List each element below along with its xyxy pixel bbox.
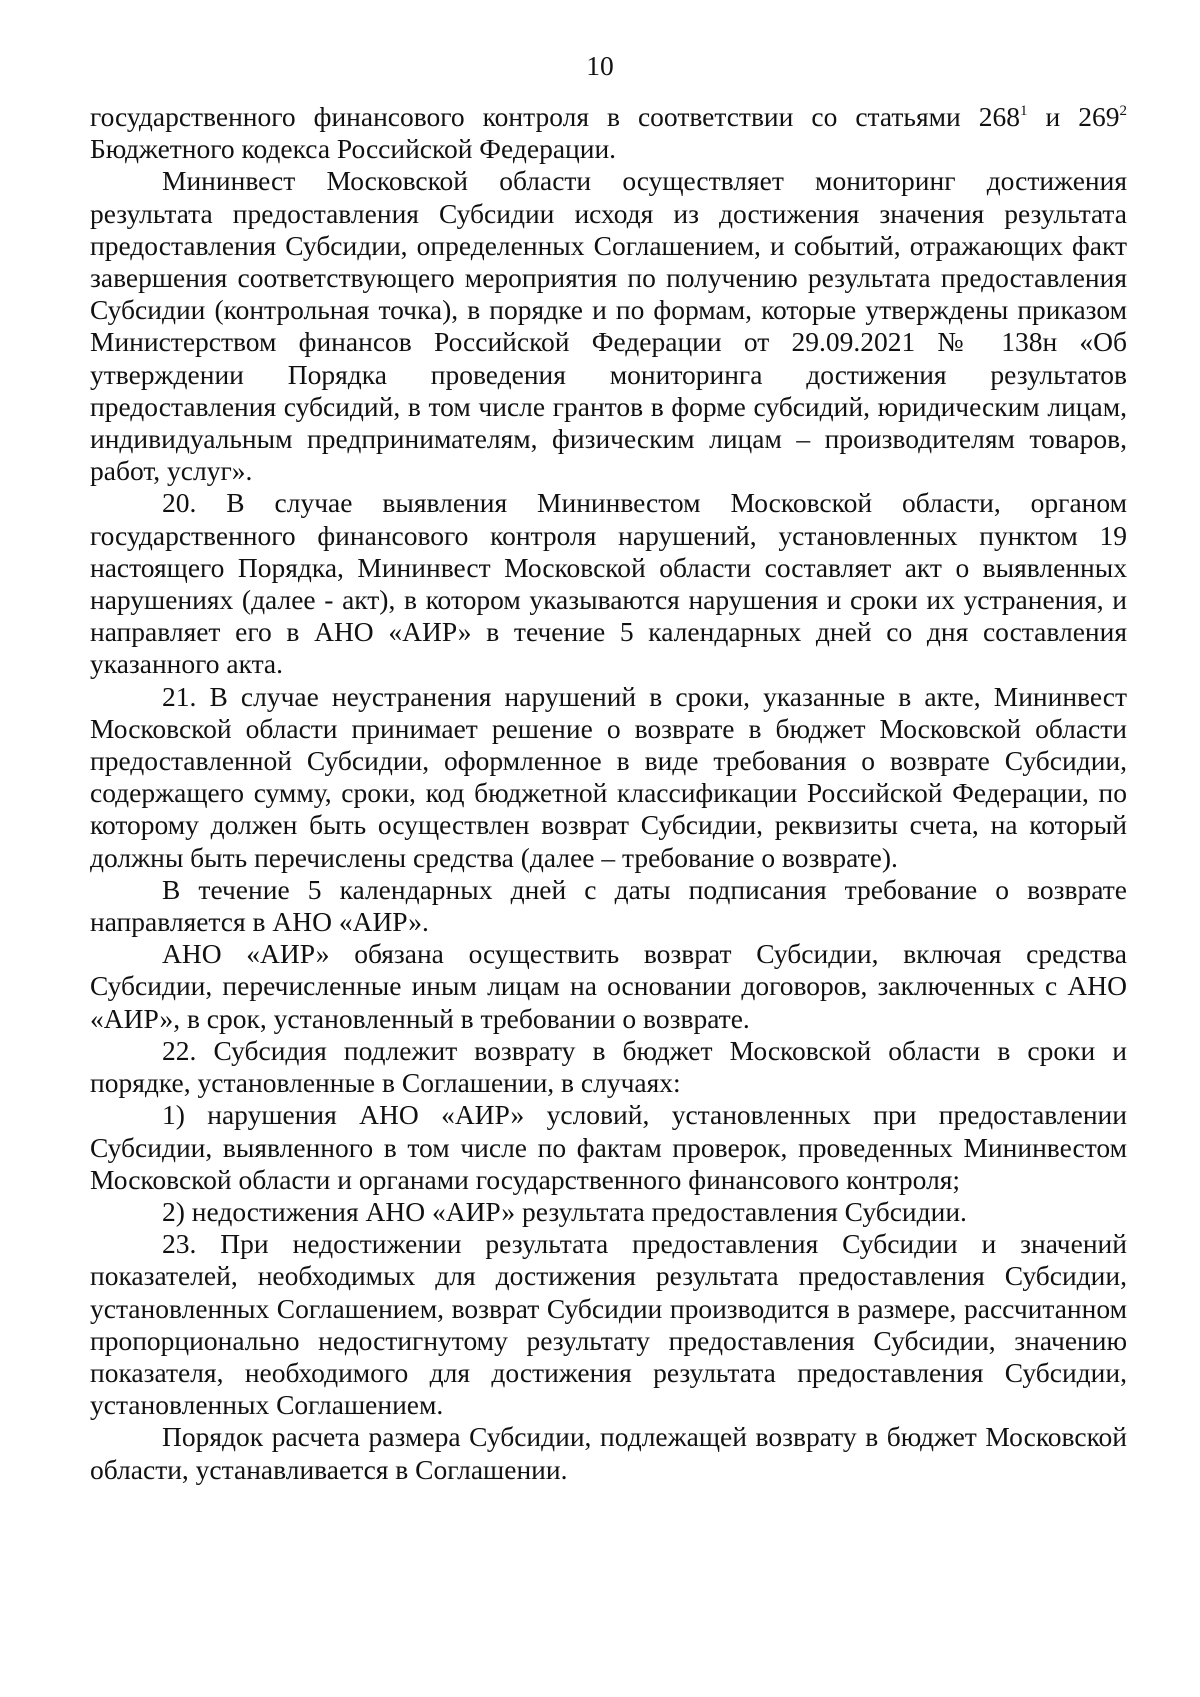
paragraph-item-23: 23. При недостижении результата предоставления Субсидии и значений показателей, необходимых для достижения результата предоставления Субсидии, установленных Соглашением, возврат Субсидии производится в размере, рассчитанном пропорционально недостигнутому результату предоставления Субсидии, значению показателя, необходимого для достижения результата предоставления Субсидии, установленных Соглашением. bbox=[90, 1228, 1127, 1421]
paragraph-return-obligation: АНО «АИР» обязана осуществить возврат Субсидии, включая средства Субсидии, перечисленные иным лицам на основании договоров, заключенных с АНО «АИР», в срок, установленный в требовании о возврате. bbox=[90, 938, 1127, 1034]
paragraph-item-22: 22. Субсидия подлежит возврату в бюджет Московской области в сроки и порядке, установленные в Соглашении, в случаях: bbox=[90, 1034, 1127, 1099]
paragraph-text: и 269 bbox=[1027, 101, 1120, 132]
paragraph-subitem-1: 1) нарушения АНО «АИР» условий, установленных при предоставлении Субсидии, выявленного в том числе по фактам проверок, проведенных Мининвестом Московской области и органами государственного финансового контроля; bbox=[90, 1099, 1127, 1195]
paragraph-continuation bbox=[90, 101, 1127, 165]
paragraph-subitem-2: 2) недостижения АНО «АИР» результата предоставления Субсидии. bbox=[162, 1195, 967, 1227]
paragraph-monitoring: Мининвест Московской области осуществляет мониторинг достижения результата предоставления Субсидии исходя из достижения значения результата предоставления Субсидии, определенных Соглашением, и событий, отражающих факт завершения соответствующего мероприятия по получению результата предоставления Субсидии (контрольная точка), в порядке и по формам, которые утверждены приказом Министерством финансов Российской Федерации от 29.09.2021 № 138н «Об утверждении Порядка проведения мониторинга достижения результатов предоставления субсидий, в том числе грантов в форме субсидий, юридическим лицам, индивидуальным предпринимателям, физическим лицам – производителям товаров, работ, услуг». bbox=[90, 165, 1127, 487]
document-body bbox=[90, 101, 1127, 1486]
paragraph-calculation-procedure: Порядок расчета размера Субсидии, подлежащей возврату в бюджет Московской области, устанавливается в Соглашении. bbox=[90, 1421, 1127, 1485]
paragraph-item-21: 21. В случае неустранения нарушений в сроки, указанные в акте, Мининвест Московской области принимает решение о возврате в бюджет Московской области предоставленной Субсидии, оформленное в виде требования о возврате Субсидии, содержащего сумму, сроки, код бюджетной классификации Российской Федерации, по которому должен быть осуществлен возврат Субсидии, реквизиты счета, на который должны быть перечислены средства (далее – требование о возврате). bbox=[90, 680, 1127, 873]
paragraph-text: государственного финансового контроля в соответствии со статьями 268 bbox=[90, 101, 1020, 132]
page-number: 10 bbox=[586, 50, 614, 81]
footnote-superscript: 1 bbox=[1020, 103, 1028, 119]
paragraph-text: Бюджетного кодекса Российской Федерации. bbox=[90, 133, 617, 165]
paragraph-return-deadline: В течение 5 календарных дней с даты подписания требование о возврате направляется в АНО «АИР». bbox=[90, 873, 1127, 938]
footnote-superscript: 2 bbox=[1119, 103, 1127, 119]
paragraph-item-20: 20. В случае выявления Мининвестом Московской области, органом государственного финансового контроля нарушений, установленных пунктом 19 настоящего Порядка, Мининвест Московской области составляет акт о выявленных нарушениях (далее - акт), в котором указываются нарушения и сроки их устранения, и направляет его в АНО «АИР» в течение 5 календарных дней со дня составления указанного акта. bbox=[90, 487, 1127, 680]
